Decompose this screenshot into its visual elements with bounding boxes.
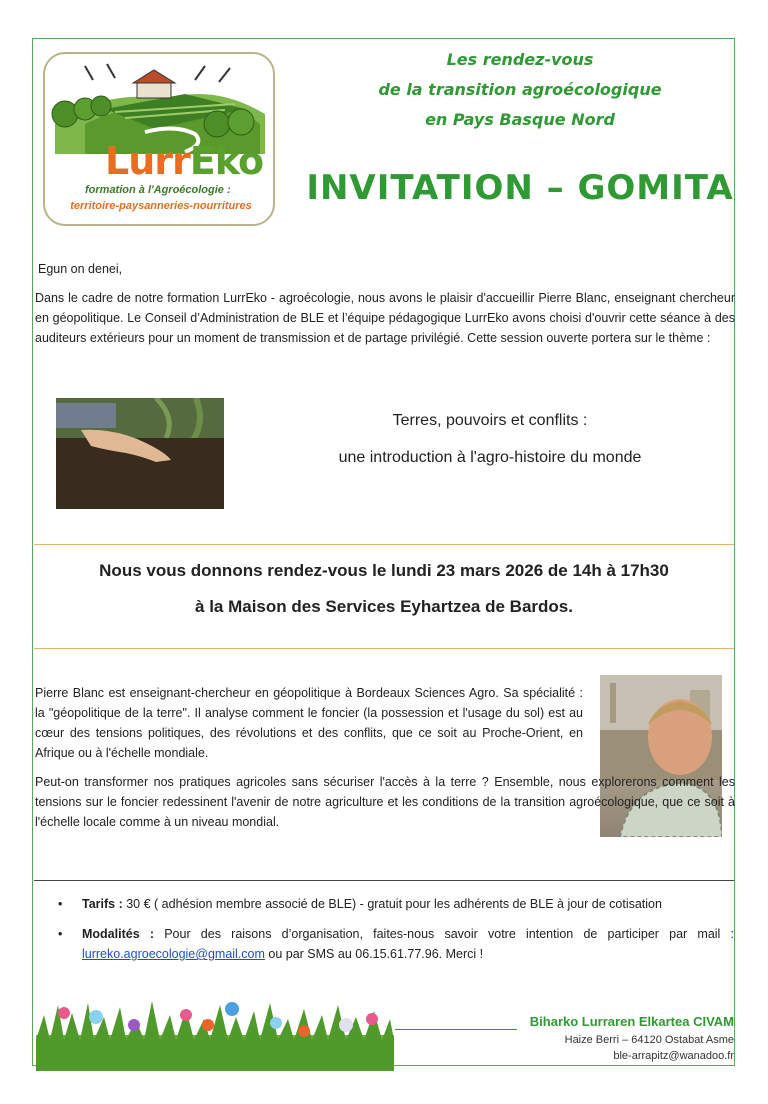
tarifs-label: Tarifs :: [82, 897, 123, 911]
bullet-icon: •: [58, 897, 63, 911]
tarifs-text: 30 € ( adhésion membre associé de BLE) - gratuit pour les adhérents de BLE à jour de cotisation: [122, 897, 662, 911]
theme-subtitle: une introduction à l'agro-histoire du monde: [338, 449, 642, 466]
question-paragraph: Peut-on transformer nos pratiques agricoles sans sécuriser l'accès à la terre ? Ensemble, nous explorerons comment les tensions sur le foncier redessinent l'avenir de notre agriculture et les conditions de la transition agroécologique, que ce soit à l'échelle locale comme à un niveau mondial.: [35, 775, 735, 829]
speaker-bio: Pierre Blanc est enseignant-chercheur en géopolitique à Bordeaux Sciences Agro. Sa spécialité : la "géopolitique de la terre". Il analyse comment le foncier (la possession et l'usage du sol) est au cœur des tensions politiques, des révolutions et des conflits, que ce soit au Proche-Orient, en Afrique ou à l'échelle mondiale.: [35, 686, 583, 760]
signature-line: [395, 1029, 517, 1030]
header-line-3: en Pays Basque Nord: [425, 110, 615, 129]
modalites-label: Modalités :: [82, 927, 155, 941]
header-line-1: Les rendez-vous: [446, 50, 594, 69]
intro-paragraph: Dans le cadre de notre formation LurrEko - agroécologie, nous avons le plaisir d'accueillir Pierre Blanc, enseignant chercheur en géopolitique. Le Conseil d’Administration de BLE et l’équipe pédagogique LurrEko avons choisi d'ouvrir cette séance à des auditeurs extérieurs pour un moment de transmission et de partage privilégié. Cette session ouverte portera sur le thème :: [35, 291, 735, 345]
greeting: Egun on denei,: [38, 262, 123, 276]
logo-tagline-2: territoire-paysanneries-nourritures: [70, 200, 252, 212]
contact-email-link[interactable]: lurreko.agroecologie@gmail.com: [82, 947, 265, 961]
modalites-tail: ou par SMS au 06.15.61.77.96. Merci !: [264, 947, 484, 961]
organization-address: Haize Berri – 64120 Ostabat Asme: [564, 1034, 734, 1046]
logo-wordmark: LurrEko: [105, 139, 264, 183]
divider: [34, 544, 734, 545]
divider: [34, 880, 734, 881]
header-line-2: de la transition agroécologique: [378, 80, 662, 99]
page-title: INVITATION – GOMITA: [306, 168, 734, 208]
organization-name: Biharko Lurraren Elkartea CIVAM: [529, 1014, 734, 1029]
bullet-icon: •: [58, 927, 63, 941]
modalites-text: Pour des raisons d’organisation, faites-nous savoir votre intention de participer par mail :: [154, 927, 734, 941]
organization-email: ble-arrapitz@wanadoo.fr: [613, 1050, 734, 1062]
flower-grass-illustration: [36, 995, 394, 1071]
hand-soil-photo: [56, 398, 224, 509]
divider: [34, 648, 734, 649]
rendezvous-date: Nous vous donnons rendez-vous le lundi 23 mars 2026 de 14h à 17h30: [99, 561, 669, 580]
logo-tagline-1: formation à l'Agroécologie :: [85, 184, 231, 196]
theme-title: Terres, pouvoirs et conflits :: [392, 412, 588, 429]
lurreko-logo: [43, 52, 275, 226]
rendezvous-place: à la Maison des Services Eyhartzea de Bardos.: [195, 597, 573, 616]
